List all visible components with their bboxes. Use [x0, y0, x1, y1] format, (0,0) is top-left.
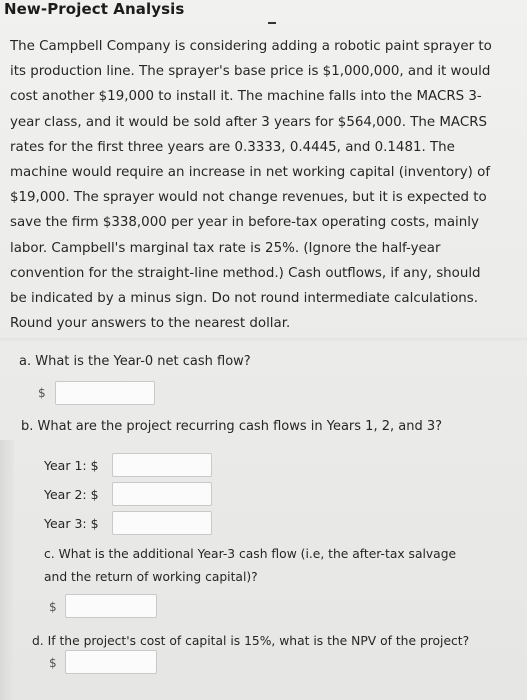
problem-line: rates for the first three years are 0.3333, 0.4445, and 0.1481. The [10, 139, 455, 155]
year0-cash-flow-input[interactable] [55, 381, 155, 405]
problem-line: convention for the straight-line method.) Cash outflows, if any, should [10, 265, 481, 281]
problem-line: its production line. The sprayer's base price is $1,000,000, and it would [10, 64, 491, 80]
question-c-text-line2: and the return of working capital)? [44, 570, 258, 584]
left-edge-shadow [0, 440, 14, 700]
problem-line: year class, and it would be sold after 3 years for $564,000. The MACRS [10, 114, 487, 130]
year3-cash-flow-input[interactable] [112, 511, 212, 535]
year1-label: Year 1: $ [44, 458, 99, 473]
problem-line: cost another $19,000 to install it. The machine falls into the MACRS 3- [10, 89, 482, 105]
problem-line: Round your answers to the nearest dollar. [10, 316, 291, 332]
text-cursor-mark [268, 22, 276, 24]
npv-input[interactable] [65, 650, 157, 674]
question-c-dollar-sign: $ [49, 600, 57, 614]
problem-line: save the firm $338,000 per year in before-tax operating costs, mainly [10, 215, 479, 231]
question-d-text: d. If the project's cost of capital is 15%, what is the NPV of the project? [32, 634, 470, 648]
problem-line: $19,000. The sprayer would not change revenues, but it is expected to [10, 190, 487, 206]
question-d-dollar-sign: $ [49, 656, 57, 670]
section-divider [0, 338, 527, 342]
year2-cash-flow-input[interactable] [112, 482, 212, 506]
question-c-text-line1: c. What is the additional Year-3 cash flow (i.e, the after-tax salvage [44, 547, 457, 561]
question-a-dollar-sign: $ [38, 386, 46, 400]
question-b-text: b. What are the project recurring cash flows in Years 1, 2, and 3? [21, 419, 443, 434]
problem-line: The Campbell Company is considering adding a robotic paint sprayer to [10, 39, 492, 54]
year3-additional-cash-flow-input[interactable] [65, 594, 157, 618]
year1-cash-flow-input[interactable] [112, 453, 212, 477]
question-a-text: a. What is the Year-0 net cash flow? [19, 354, 251, 369]
problem-statement [10, 34, 526, 336]
year2-label: Year 2: $ [44, 487, 99, 502]
page-title: New-Project Analysis [4, 0, 185, 18]
problem-line: be indicated by a minus sign. Do not round intermediate calculations. [10, 291, 478, 307]
year3-label: Year 3: $ [44, 516, 99, 531]
problem-line: machine would require an increase in net working capital (inventory) of [10, 165, 491, 181]
problem-line: labor. Campbell's marginal tax rate is 25%. (Ignore the half-year [10, 240, 441, 256]
